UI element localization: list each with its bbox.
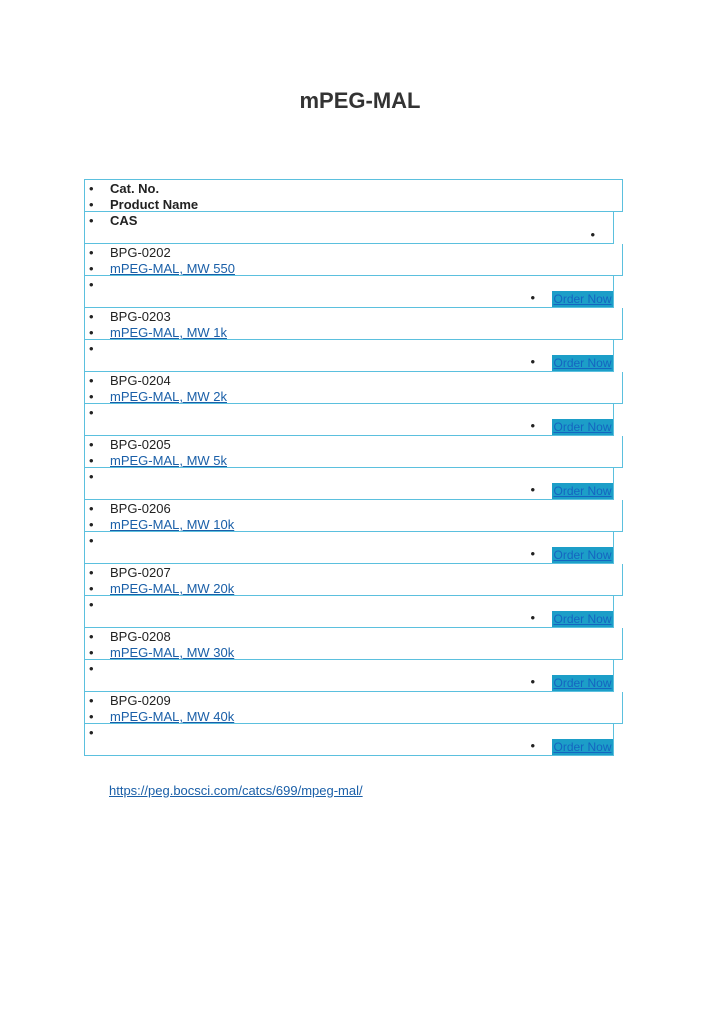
cat-no: BPG-0203: [110, 309, 171, 324]
bullet-icon: •: [89, 405, 94, 420]
order-now-button[interactable]: Order Now: [553, 356, 612, 370]
bullet-icon: •: [89, 597, 94, 612]
product-link[interactable]: mPEG-MAL, MW 40k: [110, 709, 235, 724]
order-row: [84, 468, 614, 500]
product-link[interactable]: mPEG-MAL, MW 10k: [110, 517, 235, 532]
bullet-icon: •: [89, 181, 94, 196]
order-row: [84, 660, 614, 692]
bullet-icon: •: [530, 738, 535, 753]
bullet-icon: •: [530, 610, 535, 625]
bullet-icon: •: [89, 453, 94, 468]
cat-no: BPG-0202: [110, 245, 171, 260]
bullet-icon: •: [89, 245, 94, 260]
bullet-icon: •: [89, 533, 94, 548]
order-now-button[interactable]: Order Now: [553, 420, 612, 434]
product-row: [84, 436, 623, 468]
source-link[interactable]: https://peg.bocsci.com/catcs/699/mpeg-mal/: [109, 783, 363, 798]
bullet-icon: •: [89, 565, 94, 580]
order-row: [84, 340, 614, 372]
bullet-icon: •: [89, 581, 94, 596]
product-link[interactable]: mPEG-MAL, MW 5k: [110, 453, 228, 468]
bullet-icon: •: [89, 341, 94, 356]
page-title: mPEG-MAL: [299, 88, 421, 113]
bullet-icon: •: [89, 325, 94, 340]
order-now-button[interactable]: Order Now: [553, 548, 612, 562]
bullet-icon: •: [590, 227, 595, 242]
table-header: [84, 179, 623, 212]
order-row: [84, 596, 614, 628]
product-row: [84, 372, 623, 404]
order-now-button[interactable]: Order Now: [553, 612, 612, 626]
bullet-icon: •: [89, 517, 94, 532]
order-now-button[interactable]: Order Now: [553, 740, 612, 754]
product-row: [84, 692, 623, 724]
product-row: [84, 500, 623, 532]
bullet-icon: •: [89, 725, 94, 740]
product-link[interactable]: mPEG-MAL, MW 2k: [110, 389, 228, 404]
order-now-button[interactable]: Order Now: [553, 292, 612, 306]
bullet-icon: •: [89, 373, 94, 388]
header-cat-no-label: Cat. No.: [110, 181, 160, 196]
bullet-icon: •: [530, 482, 535, 497]
bullet-icon: •: [89, 709, 94, 724]
header-product-name-label: Product Name: [110, 197, 199, 212]
order-row: [84, 724, 614, 756]
header-cas-row: [84, 212, 614, 244]
bullet-icon: •: [89, 309, 94, 324]
product-row: [84, 628, 623, 660]
cat-no: BPG-0206: [110, 501, 171, 516]
cat-no: BPG-0204: [110, 373, 171, 388]
cat-no: BPG-0208: [110, 629, 171, 644]
cat-no: BPG-0205: [110, 437, 171, 452]
bullet-icon: •: [89, 693, 94, 708]
bullet-icon: •: [530, 546, 535, 561]
product-row: [84, 244, 623, 276]
product-link[interactable]: mPEG-MAL, MW 30k: [110, 645, 235, 660]
product-link[interactable]: mPEG-MAL, MW 550: [110, 261, 235, 276]
bullet-icon: •: [89, 389, 94, 404]
cat-no: BPG-0209: [110, 693, 171, 708]
order-now-button[interactable]: Order Now: [553, 484, 612, 498]
bullet-icon: •: [89, 437, 94, 452]
bullet-icon: •: [89, 277, 94, 292]
bullet-icon: •: [530, 290, 535, 305]
product-row: [84, 308, 623, 340]
product-table: [84, 179, 624, 756]
bullet-icon: •: [89, 629, 94, 644]
order-now-button[interactable]: Order Now: [553, 676, 612, 690]
product-link[interactable]: mPEG-MAL, MW 1k: [110, 325, 228, 340]
product-row: [84, 564, 623, 596]
bullet-icon: •: [89, 469, 94, 484]
product-link[interactable]: mPEG-MAL, MW 20k: [110, 581, 235, 596]
bullet-icon: •: [530, 354, 535, 369]
bullet-icon: •: [530, 418, 535, 433]
bullet-icon: •: [89, 501, 94, 516]
header-cas-label: CAS: [110, 213, 138, 228]
cat-no: BPG-0207: [110, 565, 171, 580]
bullet-icon: •: [530, 674, 535, 689]
order-row: [84, 532, 614, 564]
bullet-icon: •: [89, 261, 94, 276]
order-row: [84, 404, 614, 436]
order-row: [84, 276, 614, 308]
bullet-icon: •: [89, 213, 94, 228]
bullet-icon: •: [89, 661, 94, 676]
bullet-icon: •: [89, 197, 94, 212]
bullet-icon: •: [89, 645, 94, 660]
